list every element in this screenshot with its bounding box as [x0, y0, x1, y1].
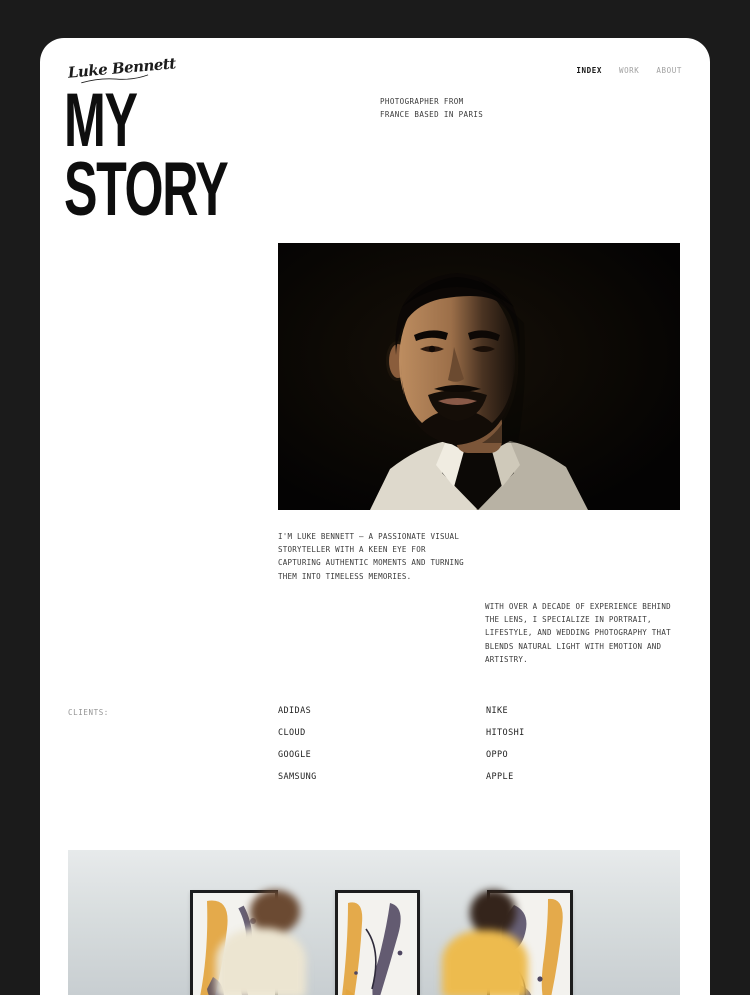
portrait-photo	[278, 243, 680, 510]
client-item: HITOSHI	[486, 728, 525, 738]
client-item: CLOUD	[278, 728, 306, 738]
client-item: SAMSUNG	[278, 772, 317, 782]
hero-tagline-line-2: FRANCE BASED IN PARIS	[380, 110, 484, 119]
visitor-head	[470, 890, 516, 936]
nav-item-index[interactable]: INDEX	[576, 65, 602, 75]
visitor-body	[442, 930, 528, 995]
client-item: GOOGLE	[278, 750, 312, 760]
content-card	[40, 38, 710, 995]
client-item: ADIDAS	[278, 706, 312, 716]
visitor-body	[216, 928, 306, 995]
gallery-visitor-1	[208, 890, 313, 995]
clients-label: CLIENTS:	[68, 708, 109, 717]
site-header	[68, 50, 682, 90]
page-title-line-1: MY	[64, 78, 137, 163]
clients-column-1	[278, 706, 317, 794]
hero-tagline	[380, 95, 483, 121]
client-item: OPPO	[486, 750, 509, 760]
page-title-line-2: STORY	[64, 147, 228, 232]
gallery-photo	[68, 850, 680, 995]
clients-column-2	[486, 706, 525, 794]
portrait-photo-illustration	[278, 243, 680, 510]
gallery-visitor-2	[440, 890, 540, 995]
experience-paragraph: WITH OVER A DECADE OF EXPERIENCE BEHIND THE LENS, I SPECIALIZE IN PORTRAIT, LIFESTYLE, AND WEDDING PHOTOGRAPHY THAT BLENDS NATURAL LIGHT WITH EMOTION AND ARTISTRY.	[485, 602, 671, 664]
client-item: NIKE	[486, 706, 509, 716]
hero-tagline-line-1: PHOTOGRAPHER FROM	[380, 97, 464, 106]
page-title	[64, 78, 228, 232]
logo-text: Luke Bennett	[67, 53, 177, 82]
nav-item-about[interactable]: ABOUT	[656, 65, 682, 75]
main-nav	[576, 66, 682, 75]
nav-item-work[interactable]: WORK	[618, 65, 640, 75]
client-item: APPLE	[486, 772, 514, 782]
framed-artwork-2	[335, 890, 420, 995]
intro-paragraph: I'M LUKE BENNETT — A PASSIONATE VISUAL STORYTELLER WITH A KEEN EYE FOR CAPTURING AUTHENTIC MOMENTS AND TURNING THEM INTO TIMELESS MEMORIES.	[278, 532, 464, 581]
